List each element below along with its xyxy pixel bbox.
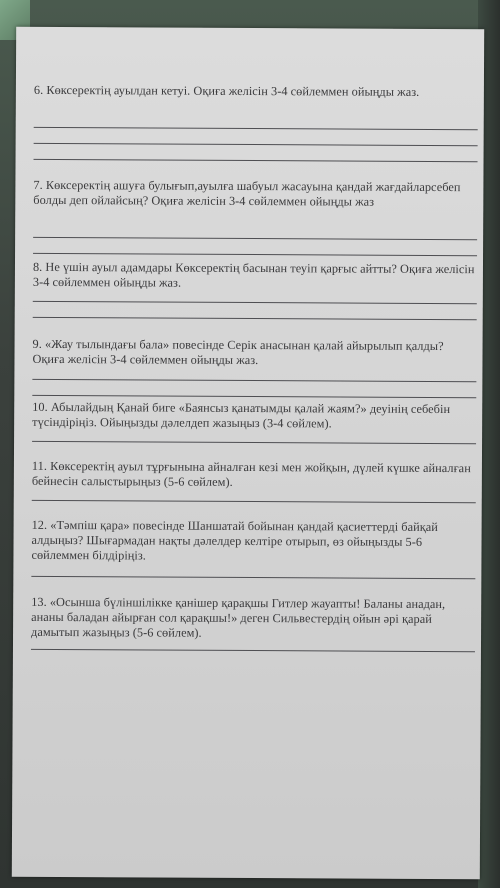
answer-line[interactable] [31,576,475,579]
question-text: Не үшін ауыл адамдары Көксеректің басынан теуіп қарғыс айтты? Оқиға желісін 3-4 сөйлеммен ойыңды жаз. [32,259,475,290]
question-text: «Тәмпіш қара» повесінде Шаншатай бойынан қандай қасиеттерді байқай алдыңыз? Шығармадан нақты дәлелдер келтіре отырып, өз ойыңызды 5-6 сөйлеммен білдіріңіз. [31,517,438,563]
answer-line[interactable] [34,127,478,130]
answer-line[interactable] [33,253,477,256]
question-8 [33,260,478,292]
answer-line[interactable] [34,143,478,146]
question-13 [31,595,476,642]
answer-line[interactable] [32,441,476,444]
question-number: 11. [31,458,48,473]
question-number: 9. [32,336,42,351]
question-text: «Осынша бүліншілікке қанішер қарақшы Гитлер жауапты! Баланы анадан, ананы баладан айырған сол қарақшы!» деген Сильвестердің ойын әрі қарай дамытып жазыңыз (5-6 сөйлем). [31,594,446,640]
question-6 [34,83,479,100]
worksheet-page [12,27,484,879]
question-text: Абылайдың Қанай биге «Баянсыз қанатымды қалай жаям?» деуінің себебін түсіндіріңіз. Ойыңызды дәлелдеп жазыңыз (3-4 сөйлем). [32,399,451,431]
answer-line[interactable] [31,649,475,652]
answer-line[interactable] [33,301,477,304]
answer-line[interactable] [32,379,476,382]
question-number: 13. [31,594,47,609]
question-number: 6. [33,82,44,97]
question-text: Көксеректің ауылдан кетуі. Оқиға желісін 3-4 сөйлеммен ойыңды жаз. [46,82,420,99]
answer-line[interactable] [32,500,476,503]
question-text: «Жау тылындағы бала» повесінде Серік анасынан қалай айырылып қалды? Оқиға желісін 3-4 сөйлеммен ойыңды жаз. [32,336,444,368]
question-10 [32,400,477,432]
answer-line[interactable] [32,395,476,398]
answer-line[interactable] [33,317,477,320]
question-number: 7. [33,177,43,192]
answer-line[interactable] [34,159,478,162]
question-12 [31,518,476,565]
question-number: 12. [31,517,48,532]
question-number: 10. [32,399,48,414]
question-text: Көксеректің ашуға булығып,ауылға шабуыл жасауына қандай жағдайларсебеп болды деп ойлайсың? Оқиға желісін 3-4 сөйлеммен ойыңды жаз [33,177,461,209]
question-11 [32,459,477,491]
question-number: 8. [32,259,43,274]
answer-line[interactable] [33,237,477,240]
question-9 [32,337,477,369]
question-text: Көксеректің ауыл тұрғынына айналған кезі мен жойқын, дүлей күшке айналған бейнесін салыстырыңыз (5-6 сөйлем). [31,458,471,489]
question-7 [33,178,478,210]
